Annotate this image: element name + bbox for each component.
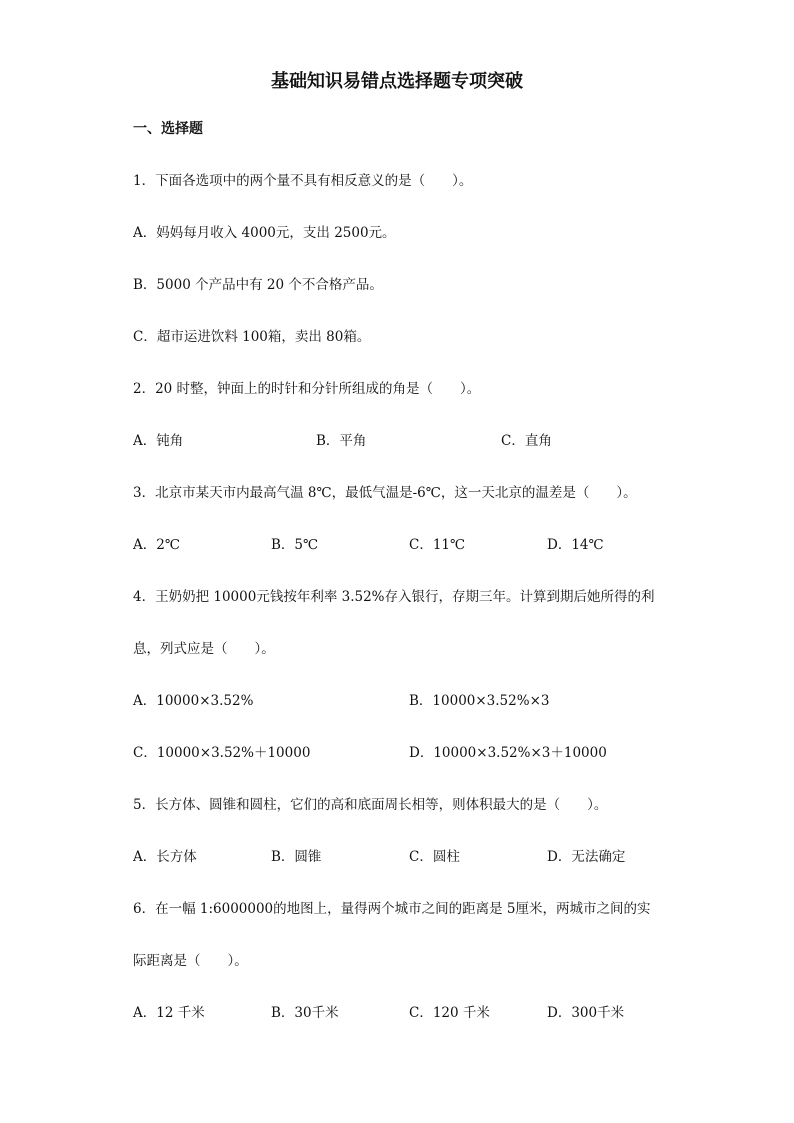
- question-6-option-a: A．12 千米: [133, 1005, 205, 1021]
- question-3-option-b: B．5℃: [271, 537, 319, 553]
- question-4-stem-line-2: 息，列式应是（ ）。: [133, 641, 275, 657]
- question-1-stem: 1．下面各选项中的两个量不具有相反意义的是（ ）。: [133, 173, 473, 189]
- question-3-option-d: D．14℃: [547, 537, 604, 553]
- question-3-stem: 3．北京市某天市内最高气温 8℃，最低气温是-6℃，这一天北京的温差是（ ）。: [133, 485, 637, 501]
- question-6-option-d: D．300千米: [547, 1005, 625, 1021]
- question-2-option-a: A．钝角: [133, 433, 184, 449]
- question-6-stem-line-2: 际距离是（ ）。: [133, 953, 248, 969]
- question-4-stem-line-1: 4．王奶奶把 10000元钱按年利率 3.52%存入银行，存期三年。计算到期后她所得的利: [133, 589, 655, 605]
- question-3-option-a: A．2℃: [133, 537, 180, 553]
- question-5-option-d: D．无法确定: [547, 849, 626, 865]
- question-1-option-b: B．5000 个产品中有 20 个不合格产品。: [133, 277, 383, 293]
- question-4-option-d: D．10000×3.52%×3＋10000: [409, 745, 607, 761]
- question-1-option-a: A．妈妈每月收入 4000元，支出 2500元。: [133, 225, 396, 241]
- page-title: 基础知识易错点选择题专项突破: [271, 71, 523, 92]
- question-4-option-a: A．10000×3.52%: [133, 693, 254, 709]
- question-2-option-c: C．直角: [501, 433, 552, 449]
- question-4-option-b: B．10000×3.52%×3: [409, 693, 550, 709]
- question-5-option-b: B．圆锥: [271, 849, 322, 865]
- question-6-stem-line-1: 6．在一幅 1:6000000的地图上，量得两个城市之间的距离是 5厘米，两城市之间的实: [133, 901, 651, 917]
- question-6-option-b: B．30千米: [271, 1005, 339, 1021]
- question-4-option-c: C．10000×3.52%＋10000: [133, 745, 311, 761]
- question-5-stem: 5．长方体、圆锥和圆柱，它们的高和底面周长相等，则体积最大的是（ ）。: [133, 797, 608, 813]
- section-heading: 一、选择题: [133, 121, 203, 137]
- question-5-option-a: A．长方体: [133, 849, 197, 865]
- question-3-option-c: C．11℃: [409, 537, 466, 553]
- question-6-option-c: C．120 千米: [409, 1005, 490, 1021]
- question-1-option-c: C．超市运进饮料 100箱，卖出 80箱。: [133, 329, 371, 345]
- question-5-option-c: C．圆柱: [409, 849, 460, 865]
- question-2-option-b: B．平角: [316, 433, 367, 449]
- question-2-stem: 2．20 时整，钟面上的时针和分针所组成的角是（ ）。: [133, 381, 481, 397]
